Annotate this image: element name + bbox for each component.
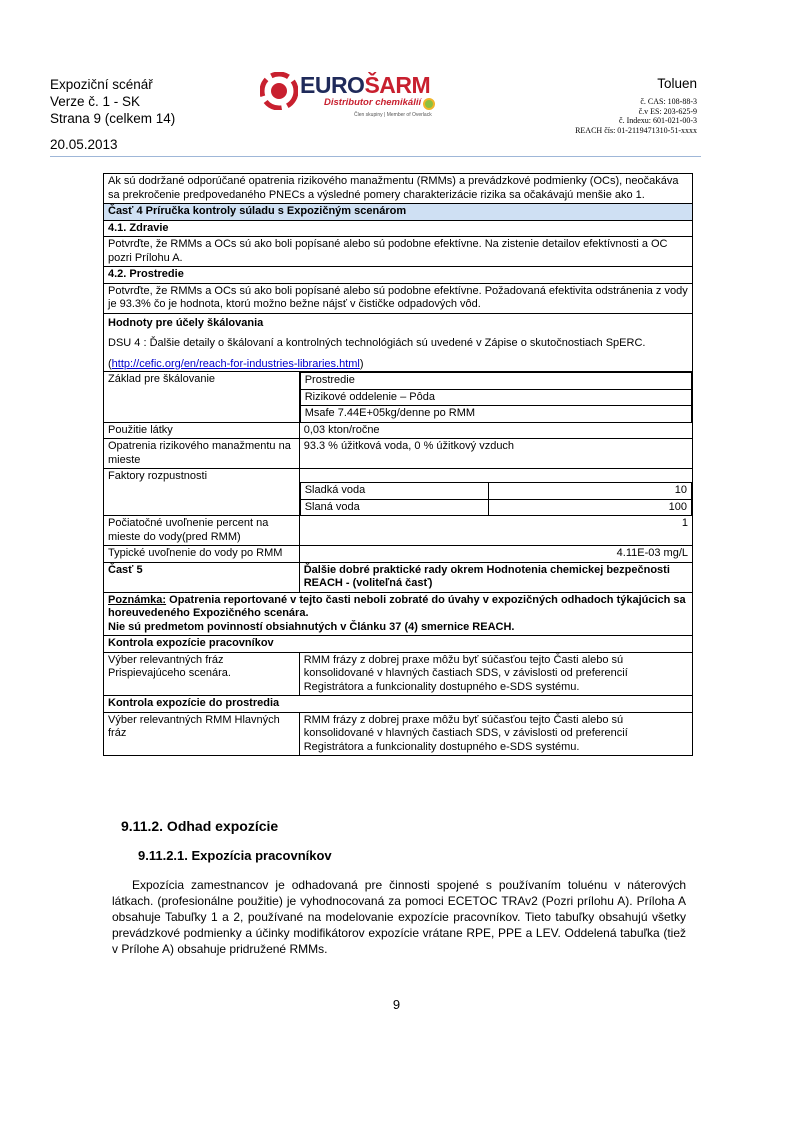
note-cell xyxy=(104,592,693,636)
dilution-name: Sladká voda xyxy=(300,483,489,500)
table-row xyxy=(104,562,693,592)
logo-member-note: Člen skupiny | Member of Overlack xyxy=(354,112,432,118)
worker-control-heading: Kontrola expozície pracovníkov xyxy=(104,636,693,653)
basis-value: Rizikové oddelenie – Pôda xyxy=(300,389,691,406)
scaling-text: DSU 4 : Ďalšie detaily o škálovaní a kontrolných technológiách sú uvedené v Zápise o skutočnostiach SpERC. xyxy=(108,337,646,349)
dilution-value: 10 xyxy=(489,483,692,500)
doc-title: Expoziční scénář xyxy=(50,77,153,92)
header-divider xyxy=(50,156,701,157)
table-row xyxy=(104,516,693,546)
note-label: Poznámka: xyxy=(108,593,167,606)
table-row xyxy=(104,237,693,267)
table-row xyxy=(104,439,693,469)
note-text-2: Nie sú predmetom povinností obsiahnutých v Článku 37 (4) smernice REACH. xyxy=(108,620,515,633)
table-row xyxy=(104,313,693,372)
company-logo xyxy=(258,70,438,122)
environment-control-heading: Kontrola expozície do prostredia xyxy=(104,696,693,713)
typical-release-value: 4.11E-03 mg/L xyxy=(299,546,692,563)
cefic-link[interactable]: http://cefic.org/en/reach-for-industries-libraries.html xyxy=(111,357,360,370)
table-row xyxy=(104,283,693,313)
table-row xyxy=(104,174,693,204)
dilution-name: Slaná voda xyxy=(300,499,489,515)
table-row xyxy=(104,372,693,423)
basis-label: Základ pre škálovanie xyxy=(104,372,300,423)
scaling-cell xyxy=(104,313,693,372)
substance-identifiers xyxy=(575,97,697,135)
worker-control-label: Výber relevantných fráz Prispievajúceho scenára. xyxy=(104,652,300,696)
table-row xyxy=(104,636,693,653)
health-heading: 4.1. Zdravie xyxy=(104,220,693,237)
logo-wordmark: EUROŠARM xyxy=(300,72,431,98)
scaling-link-line: (http://cefic.org/en/reach-for-industries-libraries.html) xyxy=(108,357,364,370)
doc-version: Verze č. 1 - SK xyxy=(50,94,141,109)
scaling-heading: Hodnoty pre účely škálovania xyxy=(108,316,264,329)
intro-text: Ak sú dodržané odporúčané opatrenia rizikového manažmentu (RMMs) a prevádzkové podmienky (OCs), neočakáva sa prekročenie predpovedaného PNECs a výsledné pomery charakterizácie rizika sa očakávajú menšie ako 1. xyxy=(104,174,693,204)
dilution-label: Faktory rozpustnosti xyxy=(104,469,300,516)
group-emblem-icon xyxy=(423,98,435,110)
table-row xyxy=(104,422,693,439)
table-row xyxy=(104,652,693,696)
environment-control-label: Výber relevantných RMM Hlavných fráz xyxy=(104,712,300,756)
doc-page-info: Strana 9 (celkem 14) xyxy=(50,111,176,126)
table-row xyxy=(104,696,693,713)
initial-release-label: Počiatočné uvoľnenie percent na mieste do vody(pred RMM) xyxy=(104,516,300,546)
basis-value: Prostredie xyxy=(300,373,691,390)
rmm-value: 93.3 % úžitková voda, 0 % úžitkový vzduch xyxy=(299,439,692,469)
logo-swirl-icon xyxy=(260,72,298,110)
ec-number: č.v ES: 203-625-9 xyxy=(638,106,697,116)
header-doc-info xyxy=(50,76,175,153)
worker-control-text: RMM frázy z dobrej praxe môžu byť súčasťou tejto Časti alebo sú konsolidované v hlavných častiach SDS, v závislosti od preferencií Registrátora a funkcionality dostupného e-SDS systému. xyxy=(299,652,692,696)
typical-release-label: Typické uvoľnenie do vody po RMM xyxy=(104,546,300,563)
initial-release-value: 1 xyxy=(299,516,692,546)
use-value: 0,03 kton/ročne xyxy=(299,422,692,439)
environment-heading: 4.2. Prostredie xyxy=(104,267,693,284)
cas-number: č. CAS: 108-88-3 xyxy=(640,97,697,106)
table-row xyxy=(104,469,693,516)
table-row xyxy=(104,592,693,636)
header-substance-info xyxy=(575,76,697,135)
dilution-value: 100 xyxy=(489,499,692,515)
environment-text: Potvrďte, že RMMs a OCs sú ako boli popísané alebo sú podobne efektívne. Požadovaná efektivita odstránenia z vody je 93.3% čo je hodnota, ktorú možno bežne nájsť v čističke odpadových vôd. xyxy=(104,283,693,313)
substance-name: Toluen xyxy=(657,76,697,91)
use-label: Použitie látky xyxy=(104,422,300,439)
section-heading-9-11-2-1: 9.11.2.1. Expozícia pracovníkov xyxy=(138,848,332,863)
note-text: Poznámka: Opatrenia reportované v tejto časti neboli zobraté do úvahy v expozičných odhadoch týkajúcich sa horeuvedeného Expozičného scenára. xyxy=(108,593,686,619)
health-text: Potvrďte, že RMMs a OCs sú ako boli popísané alebo sú podobne efektívne. Na zistenie detailov efektívnosti a OC pozri Prílohu A. xyxy=(104,237,693,267)
environment-control-text: RMM frázy z dobrej praxe môžu byť súčasťou tejto Časti alebo sú konsolidované v hlavných častiach SDS, v závislosti od preferencií Registrátora a funkcionality dostupného e-SDS systému. xyxy=(299,712,692,756)
part5-title: Ďalšie dobré praktické rady okrem Hodnotenia chemickej bezpečnosti REACH - (voliteľná časť) xyxy=(299,562,692,592)
table-row xyxy=(104,267,693,284)
table-row xyxy=(104,204,693,221)
basis-values xyxy=(299,372,692,423)
section-heading-9-11-2: 9.11.2. Odhad expozície xyxy=(121,818,279,834)
index-number: č. Indexu: 601-021-00-3 xyxy=(619,116,697,125)
dilution-values xyxy=(299,469,692,516)
table-row xyxy=(104,546,693,563)
part4-heading: Časť 4 Príručka kontroly súladu s Expozičným scenárom xyxy=(104,204,693,221)
rmm-label: Opatrenia rizikového manažmentu na mieste xyxy=(104,439,300,469)
table-row xyxy=(104,220,693,237)
doc-date: 20.05.2013 xyxy=(50,137,118,152)
part5-label: Časť 5 xyxy=(104,562,300,592)
body-paragraph: Expozícia zamestnancov je odhadovaná pre činnosti spojené s používaním toluénu v náterových látkach. (profesionálne použitie) je vyhodnocovaná za pomoci ECETOC TRAv2 (Pozri prílohu A). Príloha A obsahuje Tabuľky 1 a 2, používané na modelovanie expozície pracovníkov. Tieto tabuľky obsahujú všetky prevádzkové podmienky a účinky modifikátorov expozície vrátane RPE, PPE a LEV. Oddelená tabuľka (tiež v Prílohe A) obsahuje pridružené RMMs. xyxy=(112,878,686,956)
reach-number: REACH čís: 01-2119471310-51-xxxx xyxy=(575,125,697,135)
basis-value: Msafe 7.44E+05kg/denne po RMM xyxy=(300,406,691,422)
logo-tagline: Distributor chemikálií xyxy=(324,97,422,108)
exposure-scenario-table xyxy=(103,173,693,756)
page-number: 9 xyxy=(392,997,401,1012)
table-row xyxy=(104,712,693,756)
